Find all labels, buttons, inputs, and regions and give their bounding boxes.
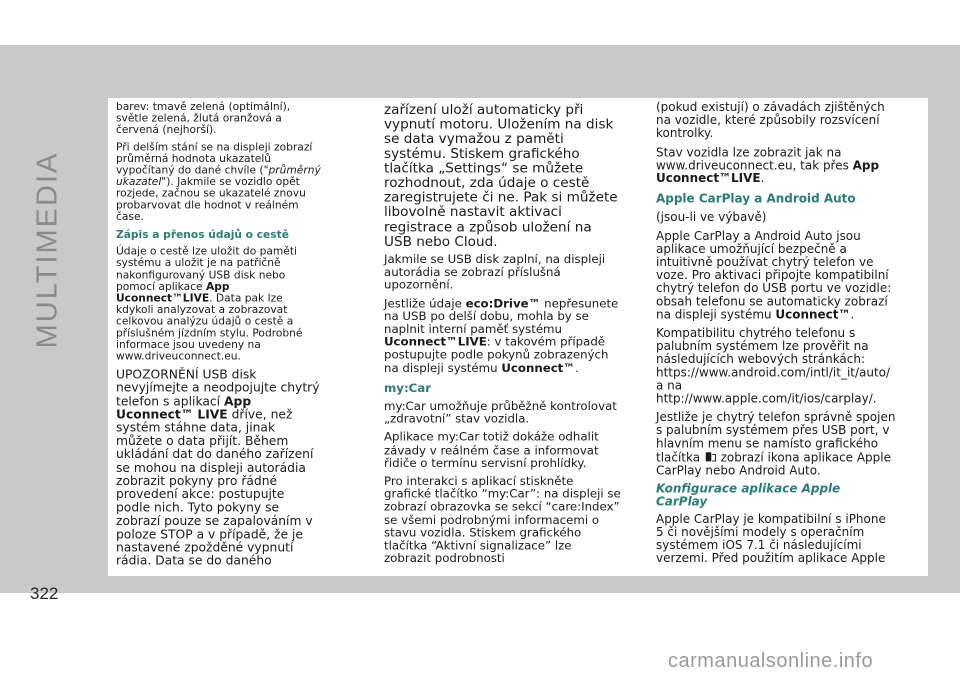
text-span: UPOZORNĚNÍ USB disk nevyjímejte a neodpojujte chytrý telefon s aplikací [116,367,320,409]
paragraph: (pokud existují) o závadách zjištěných na vozidle, které způsobily rozsvícení kontrolky. [656,101,885,142]
text-span: Jestliže je chytrý telefon správně spojen s palubním systémem přes USB port, v hlavním menu se namísto grafického tlačítka [656,410,896,465]
bold-term: App Uconnect™ LIVE [116,393,252,422]
section-heading: Zápis a přenos údajů o cestě [116,229,289,242]
text-span: Při delším stání se na displeji zobrazí průměrná hodnota ukazatelů vypočítaný do dané chvíle (" [116,141,313,177]
text-span: . Data pak lze kdykoli analyzovat a zobrazovat celkovou analýzu údajů o cestě a příslušném jízdním stylu. Podrobné informace jsou uvedeny na www.driveuconnect.eu. [116,292,303,363]
paragraph [656,231,896,323]
paragraph: Kompatibilitu chytrého telefonu s palubním systémem lze prověřit na následujících webových stránkách: https://www.android.com/intl/it_it/auto/ a na http://www.apple.com/it/ios/carplay/. [656,326,891,407]
manual-page [108,98,928,576]
column-2 [384,102,621,572]
column-3 [656,102,896,572]
text-span: . [575,361,579,376]
text-span: : v takovém případě postupujte podle pokynů zobrazených na displeji systému [384,335,609,376]
bold-term: Uconnect™ [775,308,851,323]
text-span: nepřesunete na USB po delší dobu, mohla by se naplnit interní paměť systému [384,297,619,337]
bold-term: Uconnect™ [501,361,576,376]
page-number: 322 [30,584,59,603]
text-span: zobrazí ikona aplikace Apple CarPlay nebo Android Auto. [656,451,891,479]
text-span: . [850,308,855,323]
paragraph [656,412,896,478]
phone-icon [704,451,717,463]
paragraph: barev: tmavě zelená (optimální), světle zelená, žlutá oranžová a červená (nejhorší). [116,101,291,137]
bold-term: App Uconnect™LIVE [656,158,880,186]
watermark: carmanualsonline.info [668,650,874,672]
text-span: . [760,172,765,186]
text-span: "). Jakmile se vozidlo opět rozjede, začnou se ukazatelé znovu probarvovat dle hodnot v reálném čase. [116,176,306,224]
sub-heading: Konfigurace aplikace Apple CarPlay [656,482,841,510]
paragraph [116,142,321,224]
column-1 [116,102,321,572]
section-heading: my:Car [384,381,432,396]
text-span: Údaje o cestě lze uložit do paměti systému a uložit je na patřičně nakonfigurovaný USB disk nebo pomocí aplikace [116,245,298,293]
text-span: Stav vozidla lze zobrazit jak na www.driveuconnect.eu, tak přes [656,145,853,173]
text-span: dříve, než systém stáhne data, jinak můžete o data přijít. Během ukládání dat do daného zařízení se mohou na displeji autorádia zobrazit pokyny pro řádné provedení akce: postupujte podle nich. Tyto pokyny se zobrazí pouze se zapalováním v poloze STOP a v případě, že je nastavené zpožděné vypnutí rádia. Data se do daného [116,407,314,568]
paragraph: my:Car umožňuje průběžně kontrolovat „zdravotní” stav vozidla. [384,399,617,427]
paragraph: Aplikace my:Car totiž dokáže odhalit závady v reálném čase a informovat řidiče o termínu servisní prohlídky. [384,431,599,471]
paragraph [656,147,896,186]
section-heading: Apple CarPlay a Android Auto [656,192,856,207]
text-span: Jestliže údaje [384,297,466,311]
paragraph: Apple CarPlay je kompatibilní s iPhone 5 či novějšími modely s operačním systémem iOS 7.1 či následujícími verzemi. Před použitím aplikace Apple [656,512,886,566]
italic-term: průměrný ukazatel [116,164,321,189]
paragraph: Pro interakci s aplikací stiskněte grafické tlačítko “my:Car”: na displeji se zobrazí obrazovka se sekcí “care:Index” se všemi podrobnými informacemi o stavu vozidla. Stiskem grafického tlačítka “Aktivní signalizace” lze zobrazit podrobnosti [384,475,621,566]
paragraph [116,247,321,364]
paragraph [384,298,621,375]
paragraph: Jakmile se USB disk zaplní, na displeji autorádia se zobrazí příslušná upozornění. [384,253,606,293]
section-label: MULTIMEDIA [31,151,64,349]
bold-term: Uconnect™LIVE [384,335,487,350]
paragraph: (jsou-li ve výbavě) [656,211,767,225]
paragraph: zařízení uloží automaticky při vypnutí motoru. Uložením na disk se data vymažou z paměti systému. Stiskem grafického tlačítka „Settings“ se můžete rozhodnout, zda údaje o cestě zaregistrujete či ne. Pak si můžete libovolně nastavit aktivaci registrace a způsob uložení na USB nebo Cloud. [384,101,618,250]
text-span: Apple CarPlay a Android Auto jsou aplikace umožňující bezpečně a intuitivně používat chytrý telefon ve voze. Pro aktivaci připojte kompatibilní chytrý telefon do USB portu ve vozidle: obsah telefonu se automaticky zobrazí na displeji systému [656,229,892,323]
warning-paragraph [116,368,321,567]
bold-term: eco:Drive™ [465,297,541,311]
bold-term: App Uconnect™LIVE [116,280,230,305]
